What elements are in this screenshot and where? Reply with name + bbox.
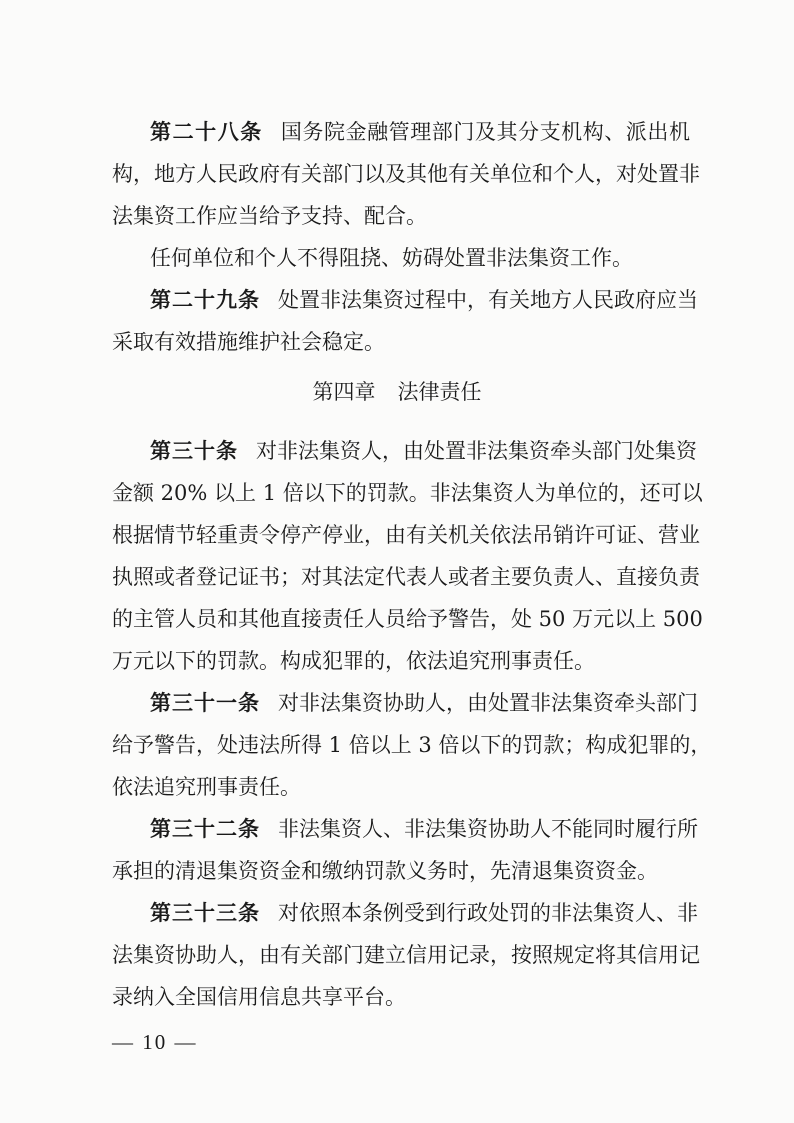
- page-number: — 10 —: [112, 1030, 198, 1054]
- article-31-line-2: 给予警告，处违法所得 1 倍以上 3 倍以下的罚款；构成犯罪的，: [112, 733, 712, 757]
- chapter-number: 第四章: [312, 380, 376, 404]
- article-30-line-6: 万元以下的罚款。构成犯罪的，依法追究刑事责任。: [112, 649, 595, 673]
- article-31-label: 第三十一条: [150, 691, 260, 715]
- article-29-line-2: 采取有效措施维护社会稳定。: [112, 330, 385, 354]
- article-28-line-3: 法集资工作应当给予支持、配合。: [112, 204, 427, 228]
- article-32-line-1: 第三十二条 非法集资人、非法集资协助人不能同时履行所: [150, 817, 698, 841]
- article-28-label: 第二十八条: [150, 120, 263, 144]
- article-28-line-1: 第二十八条 国务院金融管理部门及其分支机构、派出机: [150, 120, 691, 144]
- article-30-line-2: 金额 20% 以上 1 倍以下的罚款。非法集资人为单位的，还可以: [112, 481, 703, 505]
- article-33-line-3: 录纳入全国信用信息共享平台。: [112, 985, 406, 1009]
- article-29-line-1: 第二十九条 处置非法集资过程中，有关地方人民政府应当: [150, 288, 698, 312]
- article-28-paragraph-2: 任何单位和个人不得阻挠、妨碍处置非法集资工作。: [150, 246, 633, 270]
- chapter-heading: [0, 378, 794, 406]
- article-31-line-1: 第三十一条 对非法集资协助人，由处置非法集资牵头部门: [150, 691, 698, 715]
- article-33-label: 第三十三条: [150, 901, 260, 925]
- article-33-line-1: 第三十三条 对依照本条例受到行政处罚的非法集资人、非: [150, 901, 698, 925]
- article-31-line-3: 依法追究刑事责任。: [112, 775, 301, 799]
- chapter-title: 法律责任: [397, 380, 482, 404]
- article-30-label: 第三十条: [150, 439, 238, 463]
- article-30-line-5: 的主管人员和其他直接责任人员给予警告，处 50 万元以上 500: [112, 607, 703, 631]
- article-29-label: 第二十九条: [150, 288, 260, 312]
- article-30-line-1: 第三十条 对非法集资人，由处置非法集资牵头部门处集资: [150, 439, 697, 463]
- article-28-line-2: 构，地方人民政府有关部门以及其他有关单位和个人，对处置非: [112, 162, 700, 186]
- article-32-line-2: 承担的清退集资资金和缴纳罚款义务时，先清退集资资金。: [112, 859, 658, 883]
- article-30-line-4: 执照或者登记证书；对其法定代表人或者主要负责人、直接负责: [112, 565, 700, 589]
- article-30-line-3: 根据情节轻重责令停产停业，由有关机关依法吊销许可证、营业: [112, 523, 700, 547]
- article-33-line-2: 法集资协助人，由有关部门建立信用记录，按照规定将其信用记: [112, 943, 700, 967]
- article-32-label: 第三十二条: [150, 817, 260, 841]
